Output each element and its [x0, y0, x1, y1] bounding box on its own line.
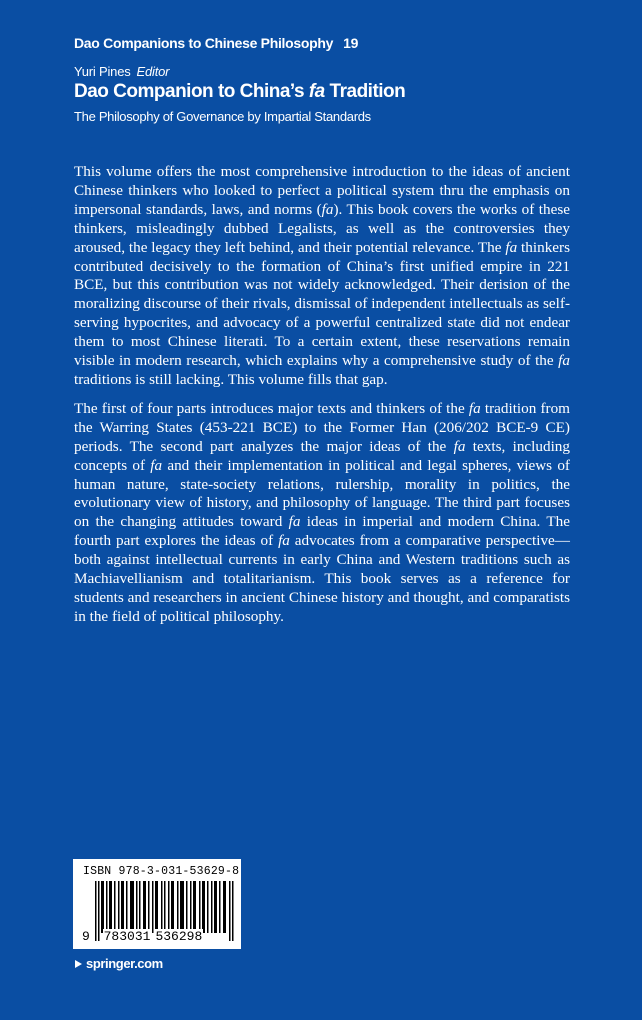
play-triangle-icon — [75, 960, 82, 968]
blurb-italic-term: fa — [278, 532, 290, 550]
blurb-italic-term: fa — [288, 513, 301, 531]
blurb-italic-term: fa — [150, 456, 163, 474]
blurb-text: and their implementation in political and legal spheres, views of human nature, state-society relations, rulership, morality in politics, the evolutionary view of history, and philosophy of language. The third part focuses on the changing attitudes toward — [74, 456, 570, 531]
title-part-2: Tradition — [324, 81, 406, 102]
blurb-text: advocates from a comparative perspective—both against intellectual currents in early China and Western traditions such as Machiavellianism and totalitarianism. This book serves as a reference for students and researchers in ancient Chinese history and thought, and comparatists in the field of political philosophy. — [74, 532, 570, 625]
barcode-digits-right: 536298 — [155, 929, 203, 944]
blurb-text: The first of four parts introduces major texts and thinkers of the — [74, 399, 469, 417]
blurb-text: This volume offers the most comprehensive introduction to the ideas of ancient Chinese thinkers who looked to perfect a political system thru the emphasis on impersonal standards, laws, and norms ( — [74, 163, 570, 218]
blurb-paragraph-2 — [74, 400, 570, 627]
series-name: Dao Companions to Chinese Philosophy — [74, 35, 334, 51]
series-heading — [74, 35, 358, 51]
blurb-italic-term: fa — [321, 200, 334, 218]
blurb-text: thinkers contributed decisively to the formation of China’s first unified empire in 221 BCE, but this contribution was not widely acknowledged. Their derision of the moralizing discourse of their rivals, dismissal of independent intellectuals as self-serving hypocrites, and advocacy of a powerful centralized state did not endear them to most Chinese literati. To a certain extent, these reservations remain visible in modern research, which explains why a comprehensive study of the — [74, 238, 570, 370]
blurb-italic-term: fa — [558, 352, 570, 370]
isbn-barcode — [73, 859, 241, 949]
series-volume: 19 — [343, 35, 359, 51]
book-subtitle: The Philosophy of Governance by Impartial Standards — [74, 109, 371, 124]
editor-name: Yuri Pines — [74, 64, 131, 79]
blurb — [74, 163, 570, 637]
blurb-text: ). This book covers the works of these thinkers, misleadingly dubbed Legalists, as well as the controversies they aroused, the legacy they left behind, and their potential relevance. The — [74, 200, 570, 256]
editor-line — [74, 64, 169, 79]
springer-link-text: springer.com — [86, 956, 163, 971]
blurb-paragraph-1 — [74, 163, 570, 390]
blurb-text: tradition from the Warring States (453-221 BCE) to the Former Han (206/202 BCE-9 CE) periods. The second part analyzes the major ideas of the — [74, 399, 570, 455]
title-italic-fa: fa — [308, 81, 325, 102]
barcode-digits-left: 783031 — [103, 929, 151, 944]
barcode-digits — [81, 929, 203, 944]
blurb-italic-term: fa — [453, 437, 466, 455]
book-title — [74, 81, 405, 103]
barcode-digit-first: 9 — [82, 929, 90, 944]
editor-role: Editor — [136, 64, 170, 79]
blurb-italic-term: fa — [468, 399, 481, 417]
blurb-italic-term: fa — [505, 238, 518, 256]
blurb-text: texts, including concepts of — [74, 437, 570, 474]
blurb-text: ideas in imperial and modern China. The fourth part explores the ideas of — [74, 513, 571, 550]
springer-link[interactable] — [75, 956, 163, 971]
blurb-text: traditions is still lacking. This volume fills that gap. — [74, 370, 388, 388]
title-part-1: Dao Companion to China’s — [74, 81, 309, 102]
isbn-label: ISBN 978-3-031-53629-8 — [83, 865, 240, 878]
